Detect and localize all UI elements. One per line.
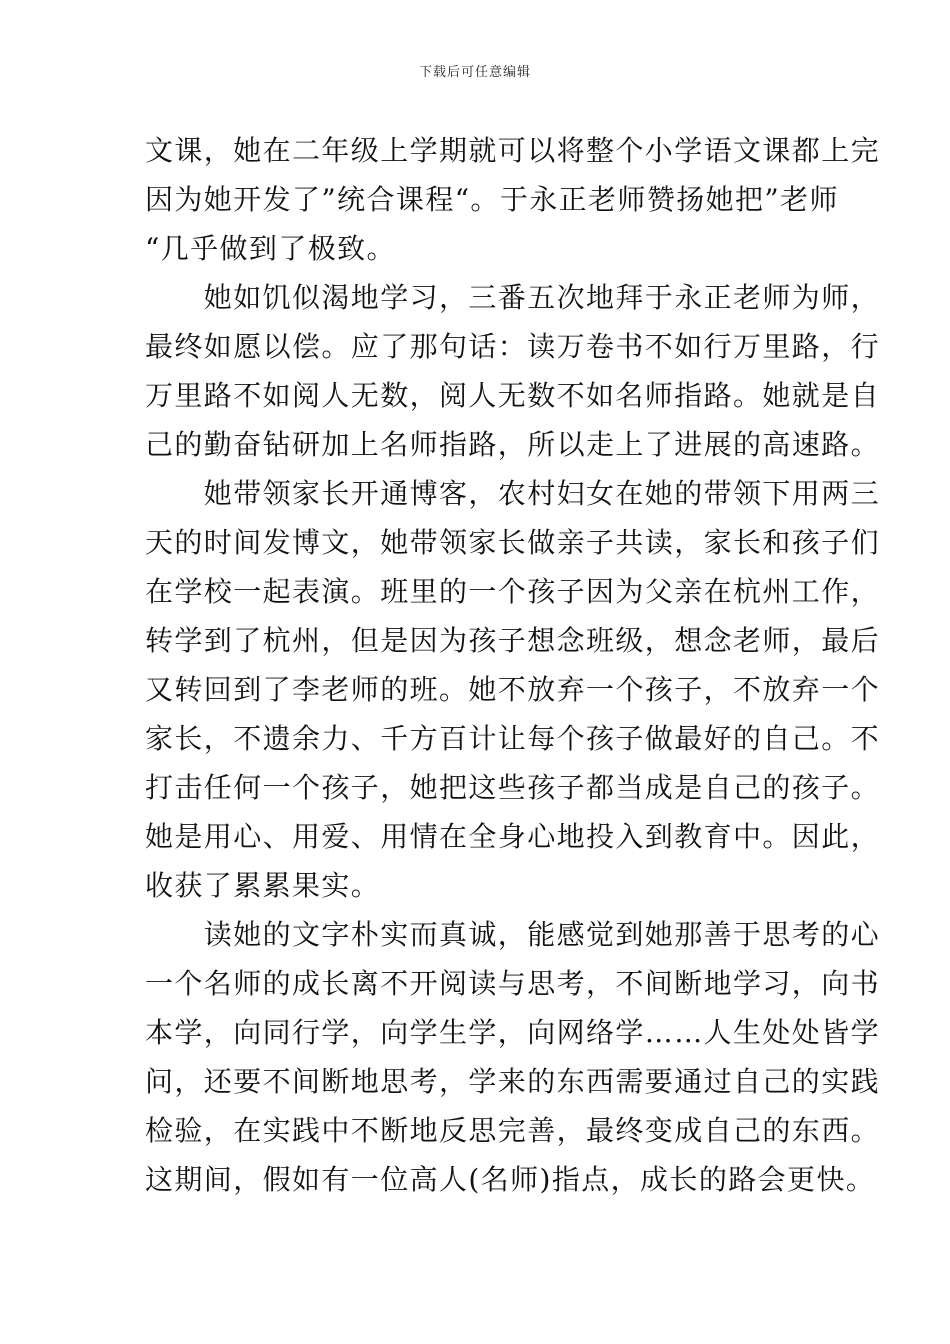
text-line: 转学到了杭州，但是因为孩子想念班级，想念老师，最后 xyxy=(145,624,881,657)
text-line: 读她的文字朴实而真诚，能感觉到她那善于思考的心 xyxy=(145,918,881,951)
text-line: 收获了累累果实。 xyxy=(145,869,381,902)
text-line: 因为她开发了”统合课程“。于永正老师赞扬她把”老师 xyxy=(145,183,839,216)
text-line: 打击任何一个孩子，她把这些孩子都当成是自己的孩子。 xyxy=(145,771,881,804)
text-line: 又转回到了李老师的班。她不放弃一个孩子，不放弃一个 xyxy=(145,673,881,706)
document-body xyxy=(145,126,881,1204)
text-line: 最终如愿以偿。应了那句话：读万卷书不如行万里路，行 xyxy=(145,330,881,363)
text-line: 家长，不遗余力、千方百计让每个孩子做最好的自己。不 xyxy=(145,722,881,755)
text-line: 本学，向同行学，向学生学，向网络学……人生处处皆学 xyxy=(145,1016,881,1049)
text-line: 问，还要不间断地思考，学来的东西需要通过自己的实践 xyxy=(145,1065,881,1098)
text-line: 检验，在实践中不断地反思完善，最终变成自己的东西。 xyxy=(145,1114,881,1147)
text-line: 天的时间发博文，她带领家长做亲子共读，家长和孩子们 xyxy=(145,526,881,559)
text-line: 己的勤奋钻研加上名师指路，所以走上了进展的高速路。 xyxy=(145,428,881,461)
text-line: 她如饥似渴地学习，三番五次地拜于永正老师为师， xyxy=(145,281,881,314)
page-header: 下载后可任意编辑 xyxy=(418,65,531,80)
text-line: 一个名师的成长离不开阅读与思考，不间断地学习，向书 xyxy=(145,967,881,1000)
text-line: 她是用心、用爱、用情在全身心地投入到教育中。因此， xyxy=(145,820,881,853)
text-line: “几乎做到了极致。 xyxy=(145,232,396,265)
text-line: 这期间，假如有一位高人(名师)指点，成长的路会更快。 xyxy=(145,1163,876,1196)
text-line: 万里路不如阅人无数，阅人无数不如名师指路。她就是自 xyxy=(145,379,881,412)
text-line: 文课，她在二年级上学期就可以将整个小学语文课都上完 xyxy=(145,134,881,167)
text-line: 她带领家长开通博客，农村妇女在她的带领下用两三 xyxy=(145,477,881,510)
text-line: 在学校一起表演。班里的一个孩子因为父亲在杭州工作， xyxy=(145,575,881,608)
